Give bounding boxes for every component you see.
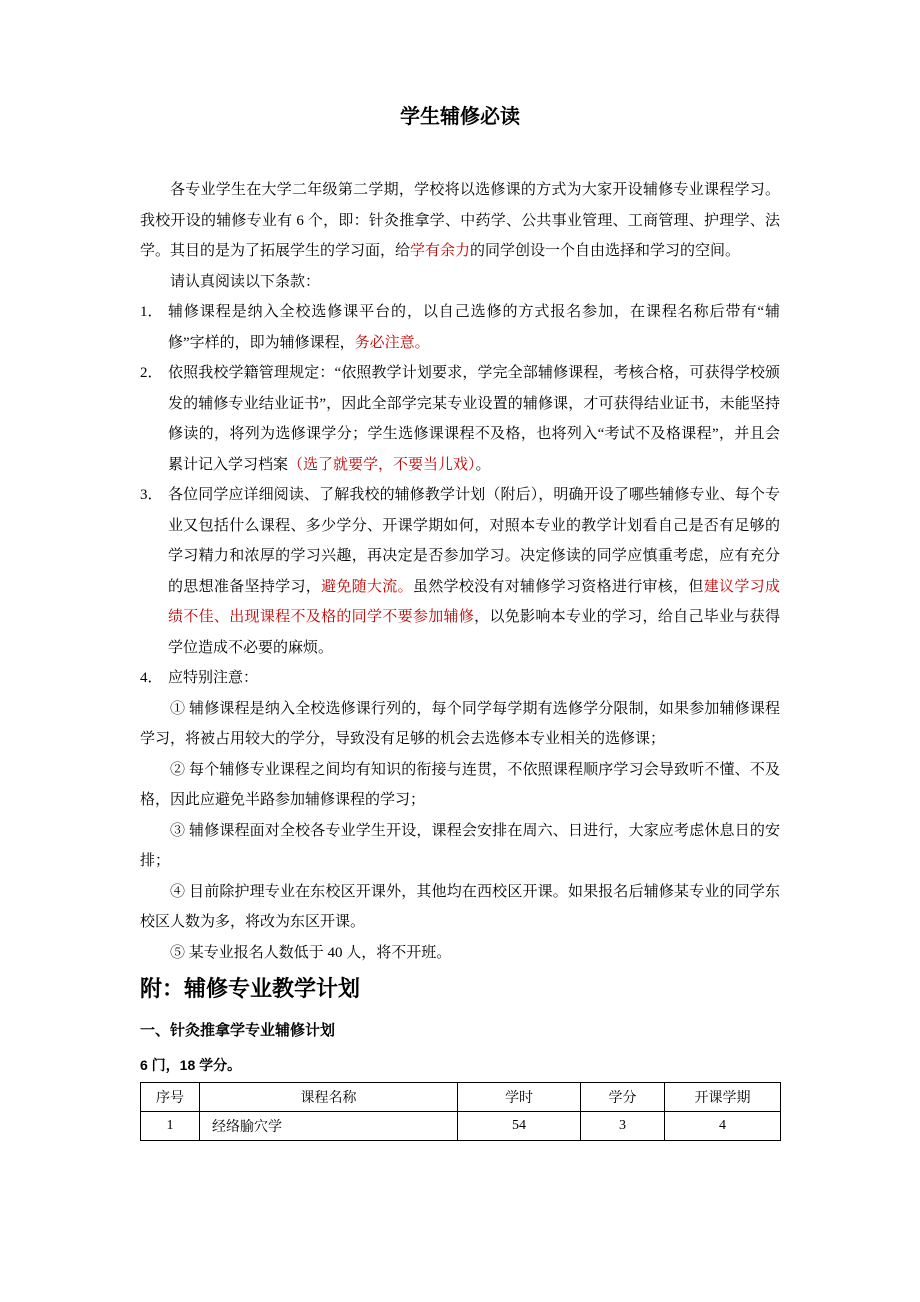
course-table bbox=[140, 1082, 781, 1141]
cell-course-name: 经络腧穴学 bbox=[200, 1112, 458, 1141]
table-header-row bbox=[141, 1083, 781, 1112]
cell-credits: 3 bbox=[581, 1112, 665, 1141]
intro-paragraph bbox=[140, 175, 780, 267]
intro-text-a: 各专业学生在大学二年级第二学期，学校将以选修课的方式为大家开设辅修专业课程学习。我校开设的辅修专业有 6 个，即：针灸推拿学、中药学、公共事业管理、工商管理、护理学、法学。其目的是为了拓展学生的学习面，给 bbox=[140, 182, 780, 259]
read-clauses-line: 请认真阅读以下条款： bbox=[170, 273, 321, 290]
clause-1-text: 辅修课程是纳入全校选修课平台的，以自己选修的方式报名参加，在课程名称后带有“辅修”字样的，即为辅修课程， bbox=[168, 304, 780, 351]
cell-index: 1 bbox=[141, 1112, 200, 1141]
clause-1-red-text: 务必注意。 bbox=[354, 334, 430, 351]
clause-2-red-text: （选了就要学，不要当儿戏） bbox=[288, 456, 476, 473]
header-cell-semester: 开课学期 bbox=[665, 1083, 781, 1112]
table-note: 6 门，18 学分。 bbox=[140, 1057, 242, 1073]
doc-title: 学生辅修必读 bbox=[400, 106, 520, 128]
clause-2-text-end: 。 bbox=[475, 456, 491, 473]
table-row bbox=[141, 1112, 781, 1141]
clause-1 bbox=[140, 297, 780, 358]
note-item-3: ③ 辅修课程面对全校各专业学生开设，课程会安排在周六、日进行，大家应考虑休息日的安排； bbox=[140, 822, 780, 869]
clause-2 bbox=[140, 358, 780, 480]
clause-4-text: 应特别注意： bbox=[168, 670, 259, 686]
section-1-heading: 一、针灸推拿学专业辅修计划 bbox=[140, 1022, 336, 1039]
intro-text-b: 的同学创设一个自由选择和学习的空间。 bbox=[470, 243, 741, 259]
clause-3 bbox=[140, 480, 780, 663]
clause-4-number: 4． bbox=[140, 670, 163, 686]
clause-3-text-c: ，以免影响本专业的学习，给自己毕业与获得学位造成不必要的麻烦。 bbox=[168, 609, 780, 656]
note-item-5: ⑤ 某专业报名人数低于 40 人，将不开班。 bbox=[170, 944, 452, 961]
intro-text-red: 学有余力 bbox=[410, 243, 471, 259]
clause-3-number: 3． bbox=[140, 487, 163, 503]
cell-semester: 4 bbox=[665, 1112, 781, 1141]
clause-2-text: 依照我校学籍管理规定：“依照教学计划要求，学完全部辅修课程，考核合格，可获得学校颁发的辅修专业结业证书”，因此全部学完某专业设置的辅修课，才可获得结业证书，未能坚持修读的，将列为选修课学分；学生选修课课程不及格，也将列入“考试不及格课程”，并且会累计记入学习档案 bbox=[168, 365, 780, 473]
clause-3-red-text-2: 建议学习成绩不佳、出现课程不及格的同学不要参加辅修 bbox=[168, 578, 780, 625]
header-cell-index: 序号 bbox=[141, 1083, 200, 1112]
clause-3-text-a: 各位同学应详细阅读、了解我校的辅修教学计划（附后），明确开设了哪些辅修专业、每个专业又包括什么课程、多少学分、开课学期如何，对照本专业的教学计划看自己是否有足够的学习精力和浓厚的学习兴趣，再决定是否参加学习。决定修读的同学应慎重考虑，应有充分的思想准备坚持学习， bbox=[168, 487, 780, 595]
header-cell-credits: 学分 bbox=[581, 1083, 665, 1112]
clause-4 bbox=[140, 663, 780, 694]
note-item-4: ④ 目前除护理专业在东校区开课外，其他均在西校区开课。如果报名后辅修某专业的同学东校区人数为多，将改为东区开课。 bbox=[140, 883, 780, 930]
note-item-2: ② 每个辅修专业课程之间均有知识的衔接与连贯，不依照课程顺序学习会导致听不懂、不及格，因此应避免半路参加辅修课程的学习； bbox=[140, 761, 780, 808]
note-item-1: ① 辅修课程是纳入全校选修课行列的，每个同学每学期有选修学分限制，如果参加辅修课程学习，将被占用较大的学分，导致没有足够的机会去选修本专业相关的选修课； bbox=[140, 700, 780, 747]
clause-3-red-text-1: 避免随大流。 bbox=[321, 578, 413, 595]
header-cell-course-name: 课程名称 bbox=[200, 1083, 458, 1112]
appendix-heading: 附：辅修专业教学计划 bbox=[140, 976, 361, 1001]
clause-1-number: 1． bbox=[140, 304, 163, 320]
header-cell-hours: 学时 bbox=[458, 1083, 581, 1112]
clause-3-text-b: 虽然学校没有对辅修学习资格进行审核，但 bbox=[412, 578, 704, 595]
cell-hours: 54 bbox=[458, 1112, 581, 1141]
clause-2-number: 2． bbox=[140, 365, 163, 381]
